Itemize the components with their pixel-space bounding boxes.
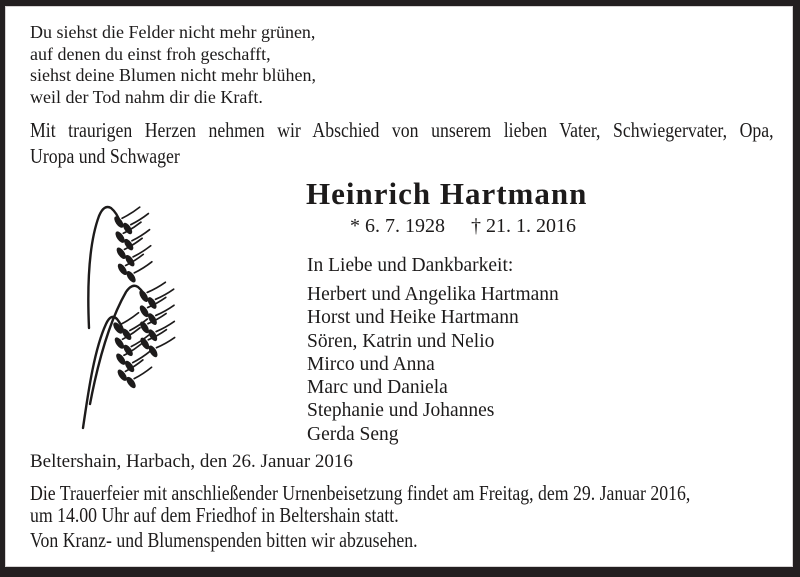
mourner-name: Herbert und Angelika Hartmann <box>307 284 559 305</box>
mourners-list <box>307 283 559 446</box>
wheat-ears-illustration <box>80 198 198 430</box>
mourner-name: Sören, Katrin und Nelio <box>307 330 495 352</box>
mourner-name: Mirco und Anna <box>307 353 435 375</box>
death-date: † 21. 1. 2016 <box>471 215 576 237</box>
memorial-poem <box>30 22 316 108</box>
mourner-name: Horst und Heike Hartmann <box>307 307 519 329</box>
life-dates <box>350 215 576 238</box>
deceased-name: Heinrich Hartmann <box>306 176 588 211</box>
birth-date: * 6. 7. 1928 <box>350 215 445 237</box>
donation-note-line: Von Kranz- und Blumenspenden bitten wir abzusehen. <box>30 528 418 552</box>
mourner-name: Marc und Daniela <box>307 377 448 399</box>
farewell-intro-line: Mit traurigen Herzen nehmen wir Abschied von unserem lieben Vater, Schwiegervater, Opa, <box>30 118 774 142</box>
farewell-intro <box>30 118 774 169</box>
poem-line: auf denen du einst froh geschafft, <box>30 43 271 64</box>
poem-line: weil der Tod nahm dir die Kraft. <box>30 86 263 107</box>
mourner-name: Gerda Seng <box>307 423 399 445</box>
donation-note <box>30 528 489 553</box>
mourner-name: Stephanie und Johannes <box>307 400 495 422</box>
funeral-service-info <box>30 483 800 526</box>
service-info-line: Die Trauerfeier mit anschließender Urnenbeisetzung findet am Freitag, dem 29. Januar 2016, <box>30 481 691 505</box>
place-dateline: Beltershain, Harbach, den 26. Januar 2016 <box>30 451 353 472</box>
condolence-heading: In Liebe und Dankbarkeit: <box>307 255 514 276</box>
poem-line: Du siehst die Felder nicht mehr grünen, <box>30 22 316 42</box>
poem-line: siehst deine Blumen nicht mehr blühen, <box>30 65 316 85</box>
service-info-line: um 14.00 Uhr auf dem Friedhof in Beltershain statt. <box>30 502 399 527</box>
farewell-intro-line: Uropa und Schwager <box>30 143 180 168</box>
